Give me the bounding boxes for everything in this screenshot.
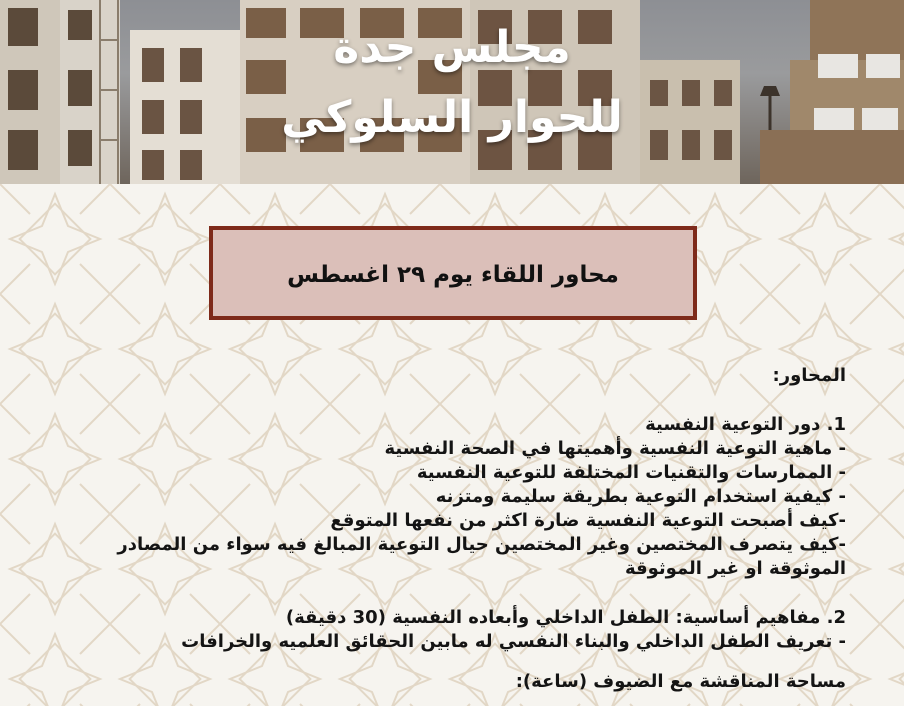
meeting-date-box [209, 226, 697, 320]
meeting-date-text: محاور اللقاء يوم ٢٩ اغسطس [287, 262, 619, 288]
title-line-1: مجلس جدة [333, 22, 571, 73]
section1-item: - ماهية التوعية النفسية وأهميتها في الصحة النفسية [384, 438, 846, 459]
section2-item: - تعريف الطفل الداخلي والبناء النفسي له مابين الحقائق العلميه والخرافات [181, 631, 846, 652]
agenda-intro: المحاور: [772, 365, 846, 386]
section1-item: -كيف أصبحت التوعية النفسية ضارة اكثر من نفعها المتوقع [330, 510, 846, 531]
agenda-content [46, 364, 846, 694]
header-photo [0, 0, 904, 184]
title-line-2: للحوار السلوكي [281, 92, 623, 143]
section1-heading: 1. دور التوعية النفسية [645, 414, 846, 435]
section2-heading: 2. مفاهيم أساسية: الطفل الداخلي وأبعاده النفسية (30 دقيقة) [285, 607, 846, 628]
section1-item: - الممارسات والتقنيات المختلفة للتوعية النفسية [416, 462, 846, 483]
section1-item: - كيفية استخدام التوعية بطريقة سليمة ومتزنه [435, 486, 846, 507]
section3-heading: مساحة المناقشة مع الضيوف (ساعة): [515, 671, 846, 692]
section1-item: -كيف يتصرف المختصين وغير المختصين حيال التوعية المبالغ فيه سواء من المصادر الموثوقة او غير الموثوقة [117, 534, 846, 579]
